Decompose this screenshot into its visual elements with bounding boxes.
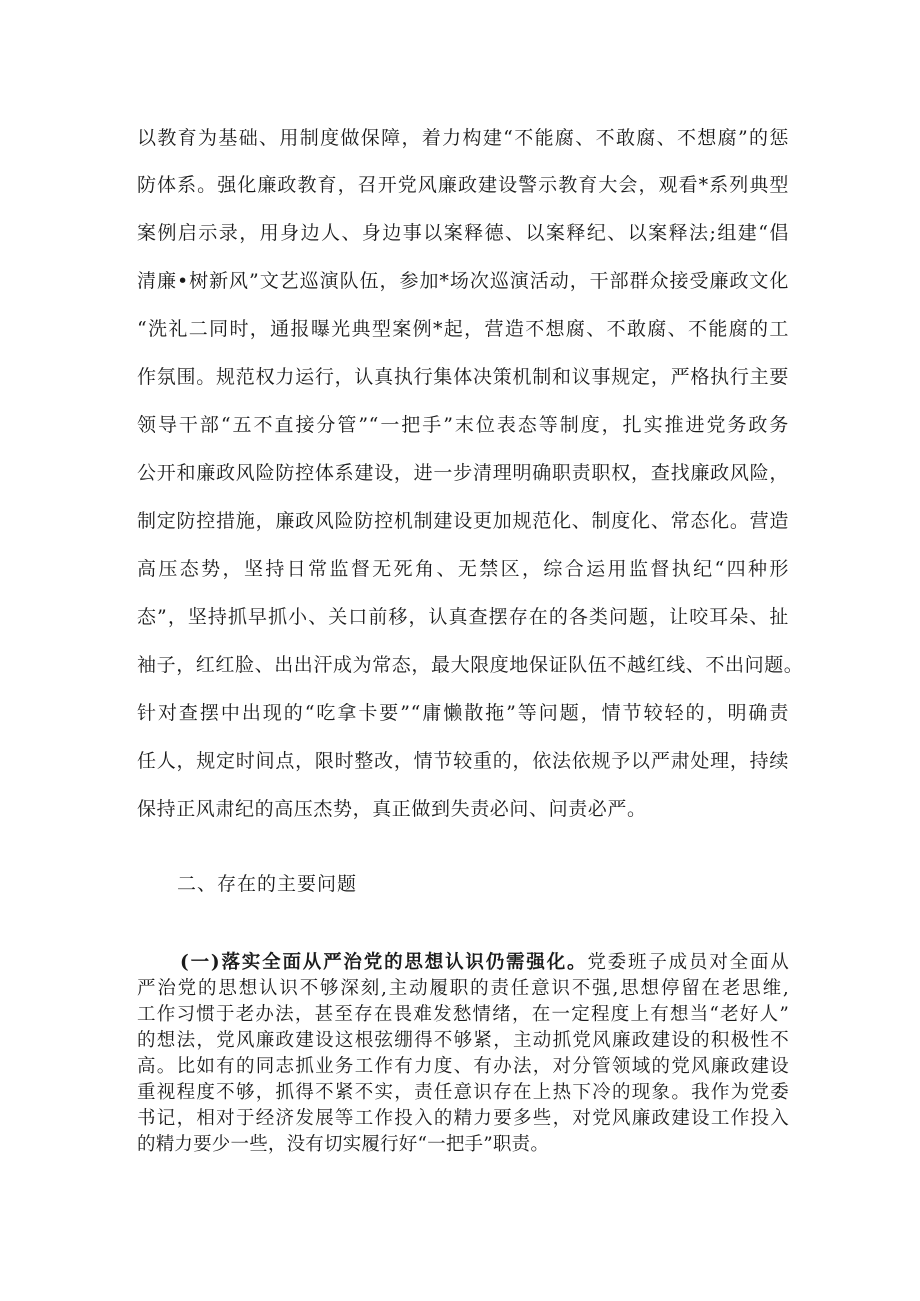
paragraph-line: 针对查摆中出现的“吃拿卡要”“庸懒散拖”等问题，情节较轻的，明确责 xyxy=(137,702,789,724)
paragraph-line: 案例启示录，用身边人、身边事以案释德、以案释纪、以案释法;组建“倡 xyxy=(137,222,789,244)
paragraph-line: 制定防控措施，廉政风险防控机制建设更加规范化、制度化、常态化。营造 xyxy=(137,510,789,532)
paragraph-line: 以教育为基础、用制度做保障，着力构建“不能腐、不敢腐、不想腐”的惩 xyxy=(137,127,789,149)
paragraph-line: 公开和廉政风险防控体系建设，进一步清理明确职责职权，查找廉政风险， xyxy=(137,462,789,484)
paragraph-line: 领导干部“五不直接分管”“一把手”末位表态等制度，扎实推进党务政务 xyxy=(137,414,789,436)
paragraph-first-line xyxy=(180,950,789,976)
paragraph-bold-lead: (一)落实全面从严治党的思想认识仍需强化。 xyxy=(180,952,588,973)
paragraph-line: “洗礼二同时，通报曝光典型案例*起，营造不想腐、不敢腐、不能腐的工 xyxy=(137,318,789,340)
paragraph-line: 的精力要少一些，没有切实履行好“一把手”职责。 xyxy=(137,1134,550,1155)
paragraph-lead-rest: 党委班子成员对全面从 xyxy=(587,952,789,973)
section-heading: 二、存在的主要问题 xyxy=(177,873,358,895)
paragraph-line: 态”，坚持抓早抓小、关口前移，认真查摆存在的各类问题，让咬耳朵、扯 xyxy=(137,606,789,628)
paragraph-line: 高压态势，坚持日常监督无死角、无禁区，综合运用监督执纪“四种形 xyxy=(137,558,789,580)
paragraph-line: 袖子，红红脸、出出汗成为常态，最大限度地保证队伍不越红线、不出问题。 xyxy=(137,654,804,676)
paragraph-line: 高。比如有的同志抓业务工作有力度、有办法，对分管领域的党风廉政建设 xyxy=(137,1056,789,1077)
paragraph-line: 任人，规定时间点，限时整改，情节较重的，依法依规予以严肃处理，持续 xyxy=(137,750,789,772)
paragraph-line: 清廉•树新风”文艺巡演队伍，参加*场次巡演活动，干部群众接受廉政文化 xyxy=(137,270,789,292)
paragraph-line: 保持正风肃纪的高压杰势，真正做到失责必问、问责必严。 xyxy=(137,798,647,820)
paragraph-line: 防体系。强化廉政教育，召开党风廉政建设警示教育大会，观看*系列典型 xyxy=(137,174,789,196)
paragraph-line: 严治党的思想认识不够深刻,主动履职的责任意识不强,思想停留在老思维, xyxy=(137,978,789,999)
paragraph-line: 书记，相对于经济发展等工作投入的精力要多些，对党风廉政建设工作投入 xyxy=(137,1108,789,1129)
paragraph-line: 重视程度不够，抓得不紧不实，责任意识存在上热下冷的现象。我作为党委 xyxy=(137,1082,789,1103)
paragraph-line: 的想法，党风廉政建设这根弦绷得不够紧，主动抓党风廉政建设的积极性不 xyxy=(137,1030,789,1051)
paragraph-line: 工作习惯于老办法，甚至存在畏难发愁情绪，在一定程度上有想当“老好人” xyxy=(137,1004,789,1025)
paragraph-line: 作氛围。规范权力运行，认真执行集体决策机制和议事规定，严格执行主要 xyxy=(137,366,789,388)
